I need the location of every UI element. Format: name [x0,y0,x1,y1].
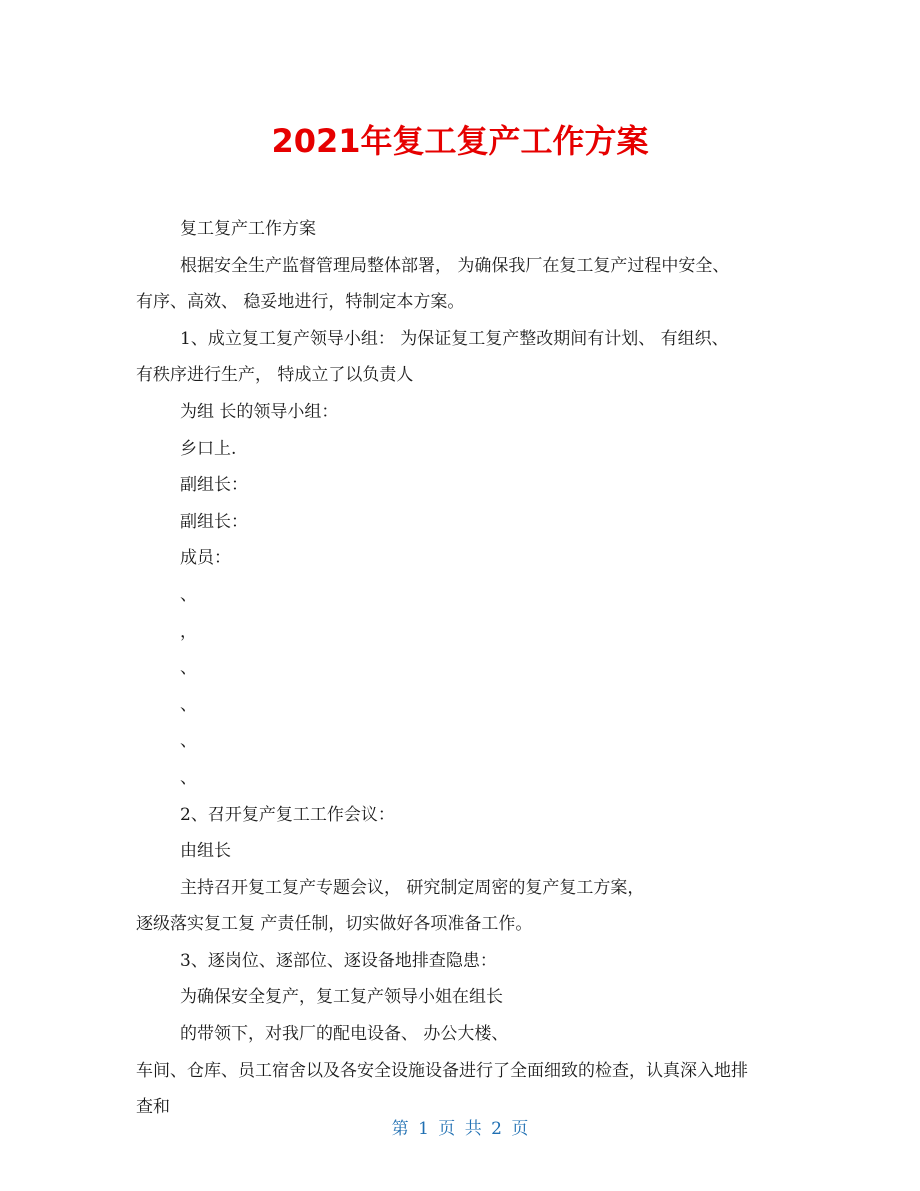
body-line: 逐级落实复工复 产责任制，切实做好各项准备工作。 [136,914,533,935]
body-line: 由组长 [180,841,231,862]
body-line: 为确保安全复产，复工复产领导小姐在组长 [180,987,503,1008]
body-line: 有秩序进行生产， 特成立了以负责人 [136,365,414,386]
document-body [136,211,796,1126]
body-line: ， [180,621,197,642]
body-line: 、 [180,658,197,679]
body-line: 车间、仓库、员工宿舍以及各安全设施设备进行了全面细致的检查，认真深入地排 [136,1060,748,1081]
body-line: 1、成立复工复产领导小组： 为保证复工复产整改期间有计划、 有组织、 [180,328,729,349]
body-line: 2、召开复产复工工作会议： [180,804,395,825]
body-line: 乡口上. [180,438,237,459]
body-line: 有序、高效、 稳妥地进行，特制定本方案。 [136,292,465,313]
page-footer: 第 1 页 共 2 页 [391,1119,529,1139]
body-line: 、 [180,767,197,788]
body-line: 根据安全生产监督管理局整体部署， 为确保我厂在复工复产过程中安全、 [180,255,730,276]
body-line: 、 [180,694,197,715]
body-line: 查和 [136,1097,170,1118]
body-line: 成员： [180,548,231,569]
body-line: 主持召开复工复产专题会议， 研究制定周密的复产复工方案， [180,877,645,898]
body-line: 副组长： [180,511,248,532]
page-title: 2021年复工复产工作方案 [271,122,649,160]
body-line: 3、逐岗位、逐部位、逐设备地排查隐患： [180,950,497,971]
body-line: 副组长： [180,475,248,496]
body-line: 为组 长的领导小组： [180,401,339,422]
body-line: 、 [180,731,197,752]
body-line: 复工复产工作方案 [180,219,316,239]
body-line: 、 [180,584,197,605]
body-line: 的带领下，对我厂的配电设备、 办公大楼、 [180,1024,509,1045]
